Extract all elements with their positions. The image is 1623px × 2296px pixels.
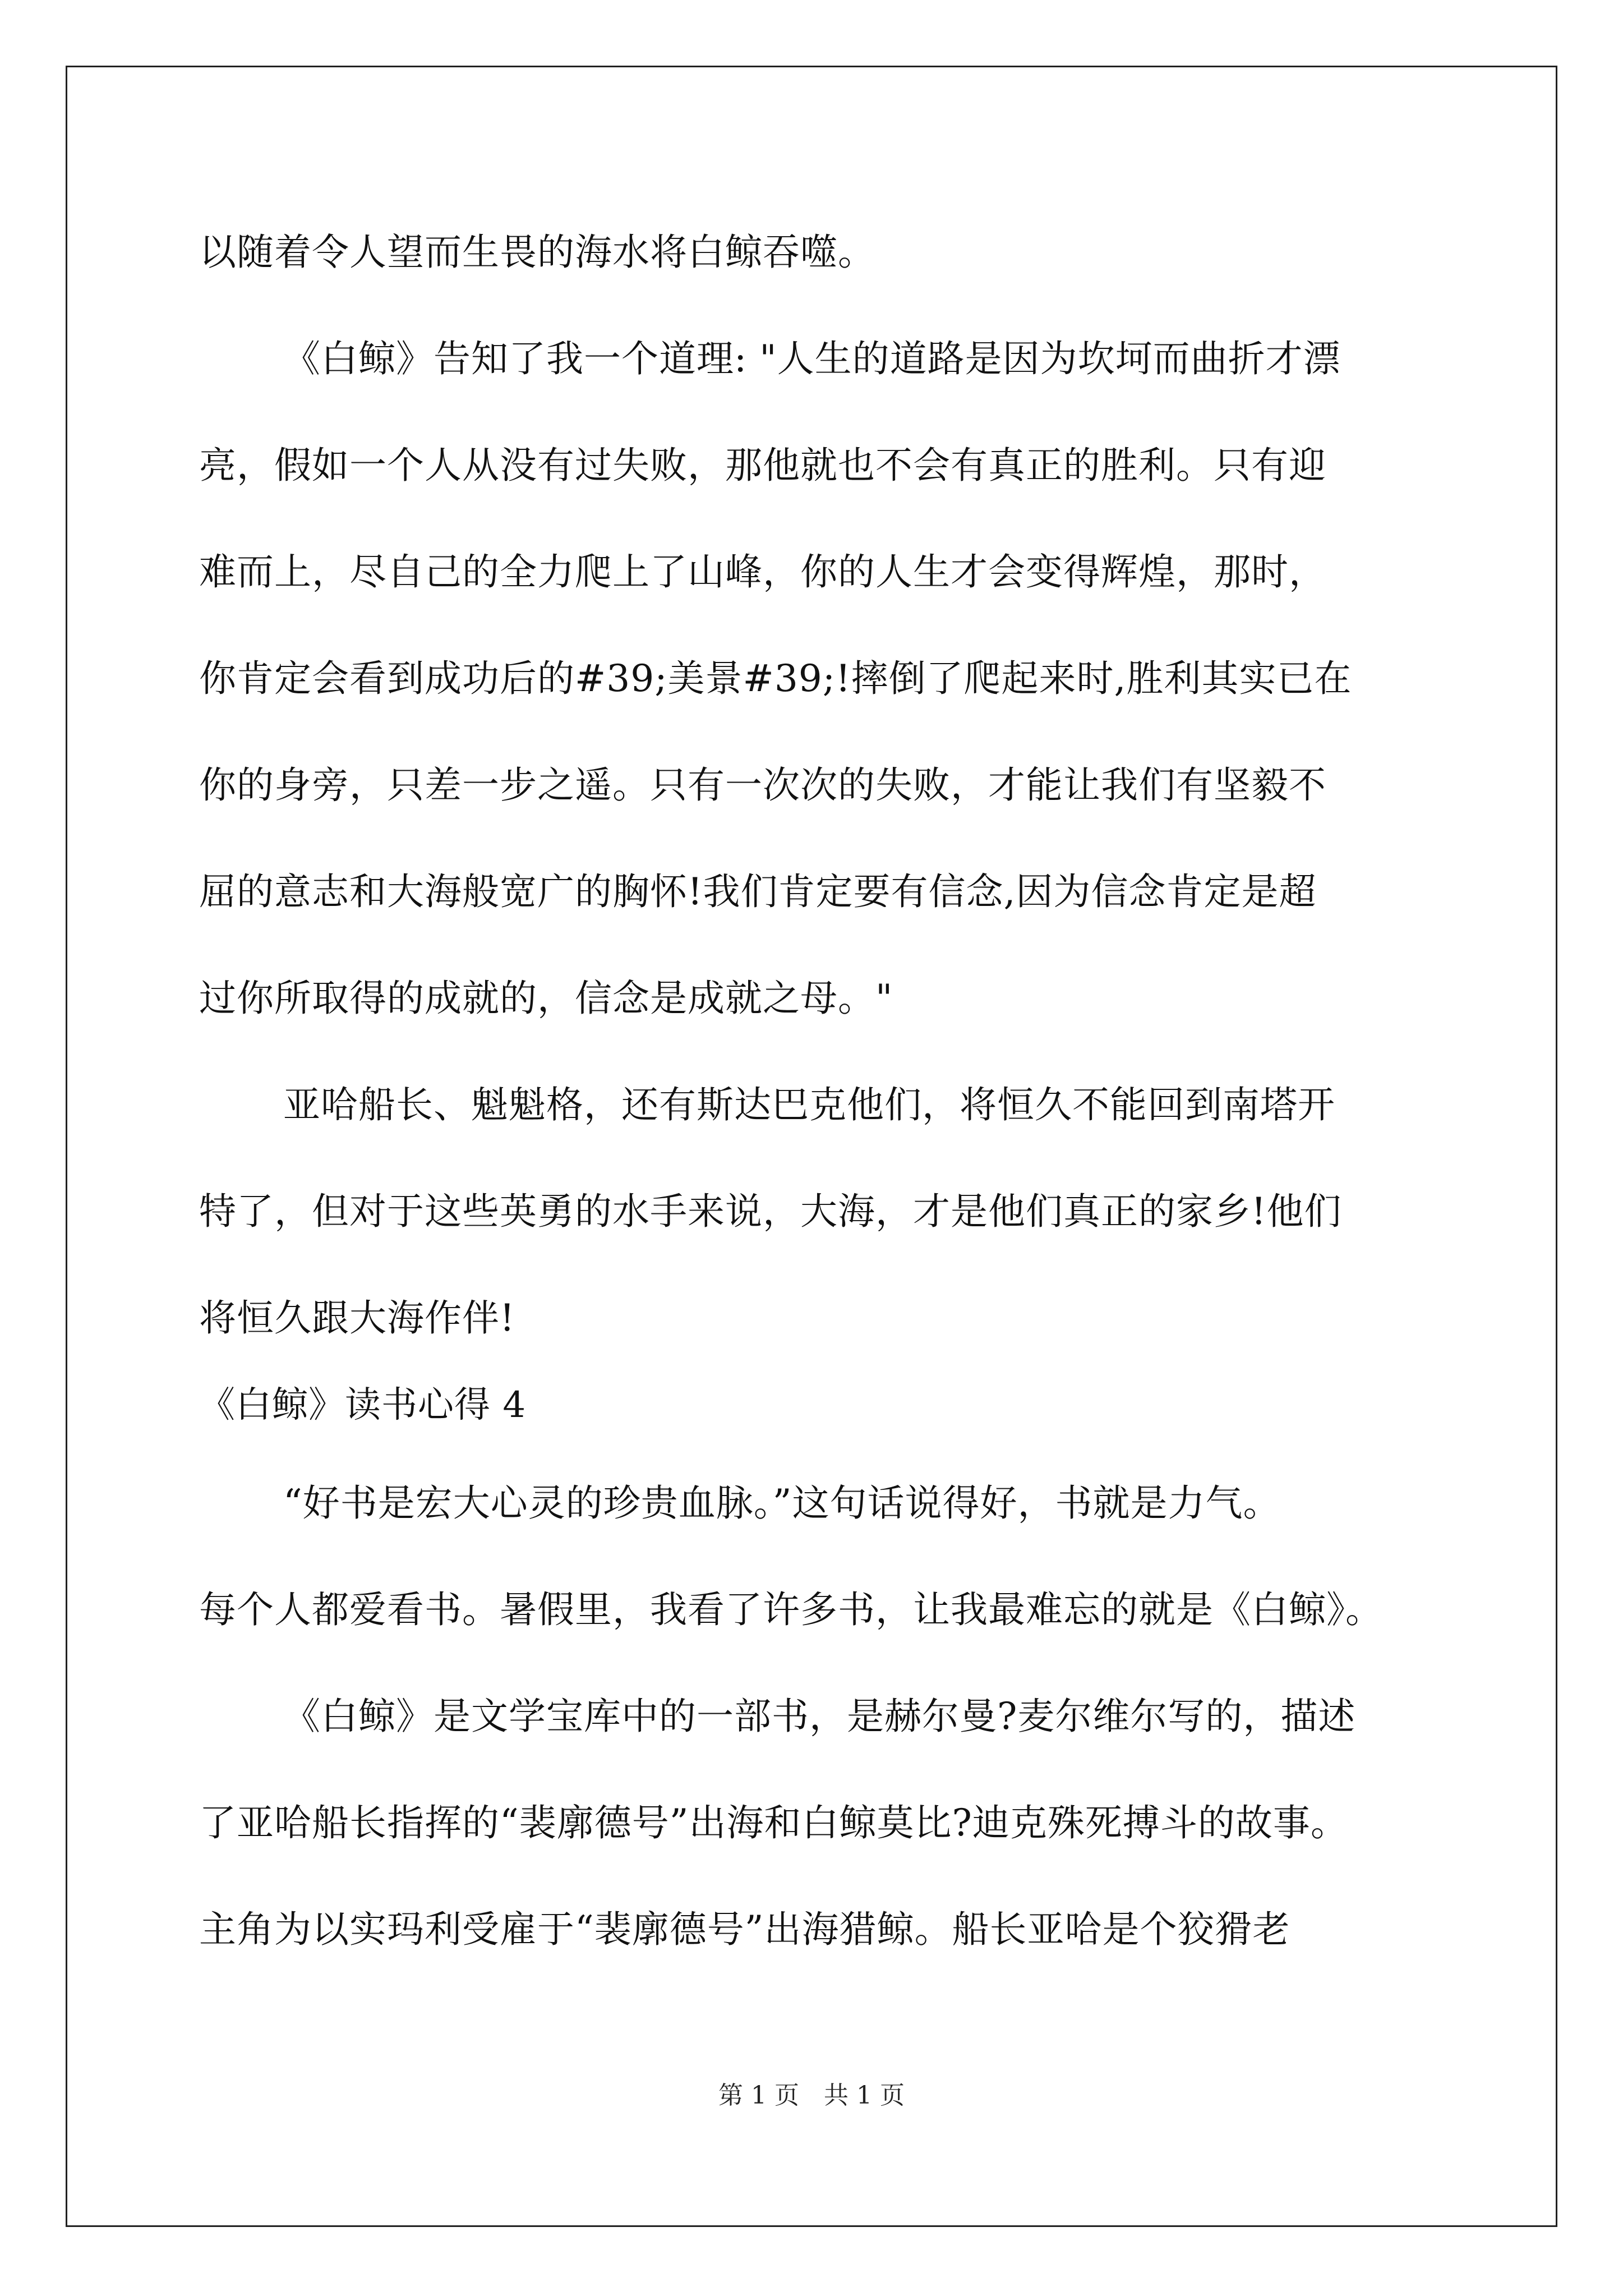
text-line: 你肯定会看到成功后的#39;美景#39;!摔倒了爬起来时,胜利其实已在 <box>199 657 1352 700</box>
text-line: 屈的意志和大海般宽广的胸怀!我们肯定要有信念,因为信念肯定是超 <box>199 870 1317 913</box>
text-line: 亮，假如一个人从没有过失败，那他就也不会有真正的胜利。只有迎 <box>199 444 1326 487</box>
text-line: 亚哈船长、魁魁格，还有斯达巴克他们，将恒久不能回到南塔开 <box>283 1083 1335 1126</box>
text-line: 了亚哈船长指挥的“裴廓德号”出海和白鲸莫比?迪克殊死搏斗的故事。 <box>199 1801 1348 1844</box>
text-line: 你的身旁，只差一步之遥。只有一次次的失败，才能让我们有坚毅不 <box>199 763 1326 807</box>
text-line: 《白鲸》是文学宝库中的一部书，是赫尔曼?麦尔维尔写的，描述 <box>283 1695 1356 1738</box>
text-line: 将恒久跟大海作伴! <box>199 1296 515 1340</box>
text-line: 特了，但对于这些英勇的水手来说，大海，才是他们真正的家乡!他们 <box>199 1190 1342 1233</box>
text-line: “好书是宏大心灵的珍贵血脉。”这句话说得好，书就是力气。 <box>283 1481 1281 1525</box>
text-line: 过你所取得的成就的，信念是成就之母。" <box>199 977 893 1020</box>
section-heading: 《白鲸》读书心得 4 <box>199 1384 527 1426</box>
text-line: 每个人都爱看书。暑假里，我看了许多书，让我最难忘的就是《白鲸》。 <box>199 1588 1383 1631</box>
text-line: 主角为以实玛利受雇于“裴廓德号”出海猎鲸。船长亚哈是个狡猾老 <box>199 1908 1290 1951</box>
text-line: 《白鲸》告知了我一个道理: "人生的道路是因为坎坷而曲折才漂 <box>283 337 1341 380</box>
page-footer: 第 1 页 共 1 页 <box>718 2081 905 2110</box>
page-border <box>66 66 1557 2227</box>
text-line: 以随着令人望而生畏的海水将白鲸吞噬。 <box>199 231 875 274</box>
text-line: 难而上，尽自己的全力爬上了山峰，你的人生才会变得辉煌，那时， <box>199 550 1326 593</box>
